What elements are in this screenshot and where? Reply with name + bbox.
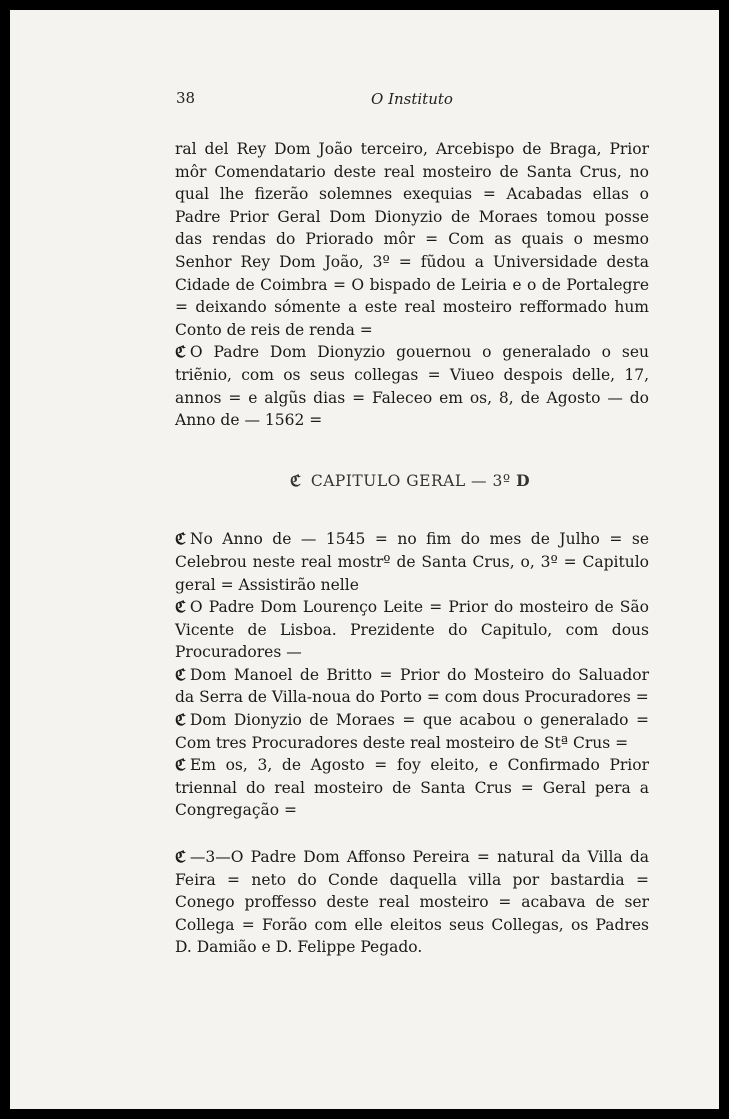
paragraph-text: Dom Manoel de Britto = Prior do Mosteiro do Saluador da Serra de Villa-noua do Porto = com dous Procuradores = (175, 665, 649, 707)
paragraph-text: Dom Dionyzio de Moraes = que acabou o generalado = Com tres Procuradores deste real mosteiro de Stª Crus = (175, 711, 649, 752)
paragraph-mark-icon: ℭ (175, 664, 186, 684)
paragraph (175, 709, 649, 754)
paragraph (175, 596, 649, 664)
paragraph (175, 754, 649, 822)
section-heading (175, 470, 649, 493)
paragraph (175, 528, 649, 596)
paragraph-mark-icon: ℭ (175, 597, 186, 617)
paragraph-mark-icon: ℭ (175, 847, 186, 867)
book-page (10, 10, 719, 1109)
page-body (175, 138, 649, 959)
paragraph (175, 341, 649, 431)
paragraph-mark-icon: ℭ (175, 755, 186, 775)
paragraph-text: —3—O Padre Dom Affonso Pereira = natural da Villa da Feira = neto do Conde daquella villa por bastardia = Conego proffesso deste real mosteiro = acabava de ser Collega = Forão com elle eleitos seus Collegas, os Padres D. Damião e D. Felippe Pegado. (175, 848, 649, 957)
heading-open-mark-icon: ℭ (289, 470, 302, 490)
paragraph: ral del Rey Dom João terceiro, Arcebispo de Braga, Prior môr Comendatario deste real mosteiro de Santa Crus, no qual lhe fizerão solemnes exequias = Acabadas ellas o Padre Prior Geral Dom Dionyzio de Moraes tomou posse das rendas do Priorado môr = Com as quais o mesmo Senhor Rey Dom João, 3º = fũdou a Universidade desta Cidade de Coimbra = O bispado de Leiria e o de Portalegre = deixando sómente a este real mosteiro refformado hum Conto de reis de renda = (175, 140, 649, 339)
heading-close-mark-icon: D (516, 470, 531, 490)
paragraph-text: O Padre Dom Lourenço Leite = Prior do mosteiro de São Vicente de Lisboa. Prezidente do Capitulo, com dous Procuradores — (175, 598, 649, 662)
page-header (10, 89, 719, 111)
paragraph-mark-icon: ℭ (175, 710, 186, 730)
paragraph-mark-icon: ℭ (175, 342, 186, 362)
paragraph (175, 846, 649, 959)
running-title: O Instituto (371, 90, 453, 108)
paragraph-text: Em os, 3, de Agosto = foy eleito, e Confirmado Prior triennal do real mosteiro de Santa Crus = Geral pera a Congregação = (175, 756, 649, 820)
paragraph-mark-icon: ℭ (175, 529, 186, 549)
paragraph (175, 664, 649, 709)
page-number: 38 (176, 89, 196, 107)
paragraph-text: No Anno de — 1545 = no fim do mes de Julho = se Celebrou neste real mostrº de Santa Crus, o, 3º = Capitulo geral = Assistirão nelle (175, 530, 649, 594)
section-heading-text: CAPITULO GERAL — 3º (310, 471, 511, 490)
paragraph-text: O Padre Dom Dionyzio gouernou o generalado o seu triẽnio, com os seus collegas = Viueo despois delle, 17, annos = e algũs dias = Faleceo em os, 8, de Agosto — do Anno de — 1562 = (175, 343, 649, 430)
